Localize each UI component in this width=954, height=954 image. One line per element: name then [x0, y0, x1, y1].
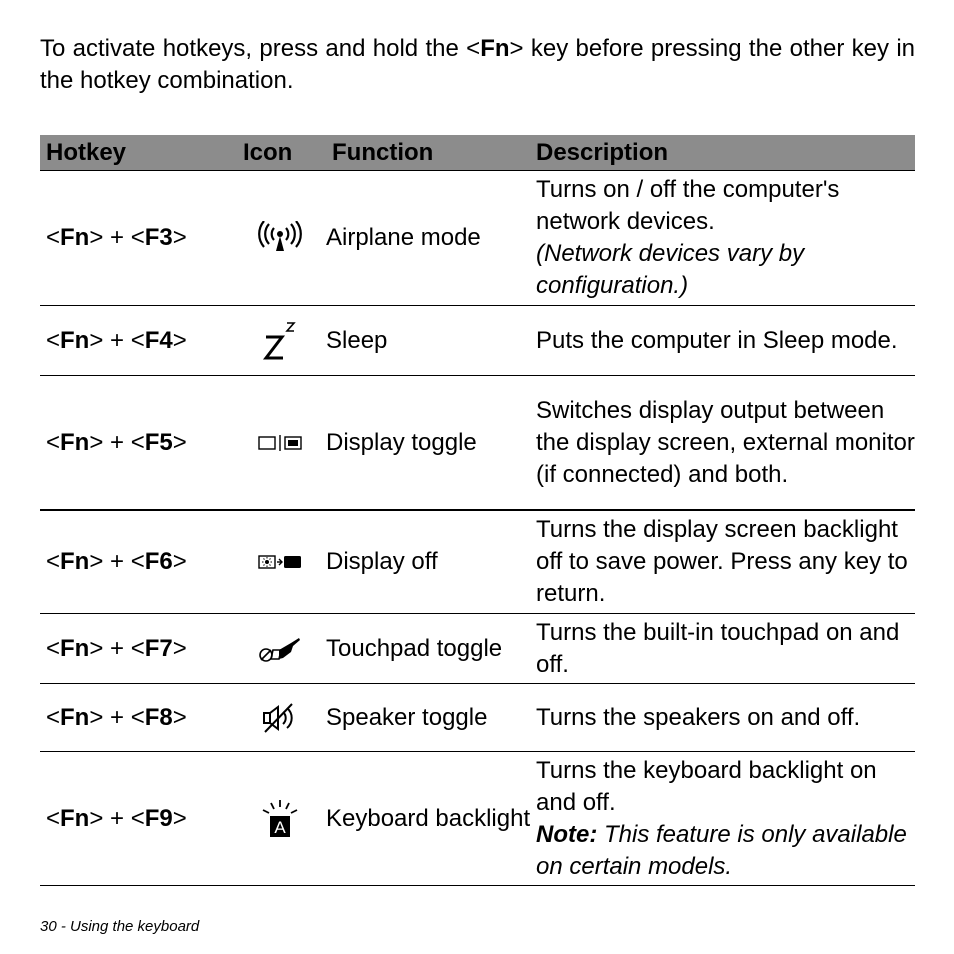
function-cell: Display toggle [326, 376, 536, 511]
key-f5: F5 [144, 428, 173, 456]
icon-cell [233, 684, 326, 752]
key-f8: F8 [144, 703, 173, 731]
touchpad-toggle-icon [257, 634, 303, 664]
description-cell [536, 752, 915, 886]
description-cell: Puts the computer in Sleep mode. [536, 306, 915, 376]
description-cell: Switches display output between the display screen, external monitor (if connected) and both. [536, 376, 915, 511]
description-note: (Network devices vary by configuration.) [536, 240, 805, 299]
icon-cell [233, 510, 326, 614]
hotkey-cell: <Fn> + <F5> [40, 376, 233, 511]
hotkey-cell: <Fn> + <F8> [40, 684, 233, 752]
description-text: Turns on / off the computer's network devices. [536, 176, 840, 235]
intro-text-start: To activate hotkeys, press and hold the < [40, 35, 481, 62]
key-f9: F9 [144, 804, 173, 832]
key-fn: Fn [60, 634, 90, 662]
table-header-row [40, 135, 915, 171]
table-row [40, 684, 915, 752]
note-text: This feature is only available on certain models. [536, 820, 907, 880]
table-row [40, 376, 915, 511]
header-icon: Icon [233, 135, 326, 171]
key-f7: F7 [144, 634, 173, 662]
hotkey-cell: <Fn> + <F6> [40, 510, 233, 614]
function-cell: Airplane mode [326, 171, 536, 306]
key-fn: Fn [60, 224, 90, 251]
description-cell [536, 171, 915, 306]
intro-paragraph [40, 33, 915, 97]
description-cell: Turns the built-in touchpad on and off. [536, 614, 915, 684]
header-hotkey: Hotkey [40, 135, 233, 171]
description-cell: Turns the display screen backlight off to save power. Press any key to return. [536, 510, 915, 614]
note-label: Note: [536, 820, 598, 848]
function-cell: Speaker toggle [326, 684, 536, 752]
display-off-icon [257, 554, 303, 570]
key-f6: F6 [144, 548, 173, 575]
function-cell: Keyboard backlight [326, 752, 536, 886]
description-note [536, 819, 915, 883]
function-cell: Display off [326, 510, 536, 614]
icon-cell [233, 376, 326, 511]
table-row [40, 752, 915, 886]
keyboard-backlight-icon [258, 799, 302, 839]
function-cell: Sleep [326, 306, 536, 376]
icon-cell [233, 614, 326, 684]
key-fn: Fn [60, 428, 90, 456]
key-fn: Fn [60, 548, 90, 575]
hotkey-cell: <Fn> + <F3> [40, 171, 233, 306]
key-fn: Fn [60, 326, 90, 354]
hotkey-cell: <Fn> + <F9> [40, 752, 233, 886]
icon-cell [233, 171, 326, 306]
icon-cell [233, 752, 326, 886]
table-row [40, 171, 915, 306]
key-fn: Fn [60, 804, 90, 832]
intro-fn-key: Fn [480, 35, 510, 62]
header-description: Description [536, 135, 915, 171]
hotkey-cell: <Fn> + <F7> [40, 614, 233, 684]
icon-cell [233, 306, 326, 376]
speaker-toggle-icon [260, 703, 300, 733]
intro-text-end: > key before pressing the other key in the hotkey combination. [40, 35, 915, 94]
table-row [40, 614, 915, 684]
key-f4: F4 [144, 326, 173, 354]
sleep-icon [258, 319, 302, 363]
description-text: Turns the keyboard backlight on and off. [536, 756, 877, 816]
airplane-mode-icon [258, 221, 302, 255]
key-f3: F3 [144, 224, 173, 251]
header-function: Function [326, 135, 536, 171]
hotkey-table [40, 135, 915, 886]
key-fn: Fn [60, 703, 90, 731]
description-cell: Turns the speakers on and off. [536, 684, 915, 752]
hotkey-cell: <Fn> + <F4> [40, 306, 233, 376]
function-cell: Touchpad toggle [326, 614, 536, 684]
table-row [40, 306, 915, 376]
display-toggle-icon [257, 435, 303, 451]
table-row [40, 510, 915, 614]
page-footer: 30 - Using the keyboard [40, 918, 200, 935]
icon-letter: A [273, 817, 286, 837]
